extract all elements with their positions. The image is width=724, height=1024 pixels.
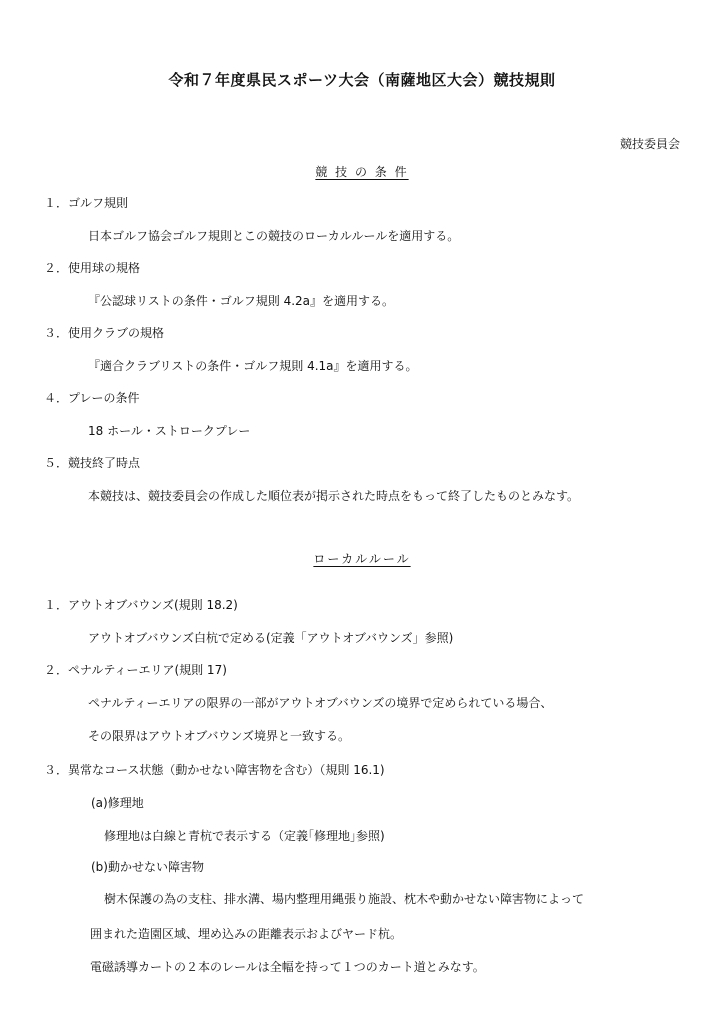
section-heading-local-rules: ローカルルール [313,552,411,566]
condition-heading-2: ２．使用球の規格 [44,261,141,275]
sub-a-body: 修理地は白線と青杭で表示する（定義｢修理地｣参照) [104,829,385,843]
issuer: 競技委員会 [619,137,680,151]
condition-body-5: 本競技は、競技委員会の作成した順位表が掲示された時点をもって終了したものとみなす。 [88,489,580,503]
local-rule-body-2-line-1: ペナルティーエリアの限界の一部がアウトオブバウンズの境界で定められている場合、 [88,696,553,710]
condition-body-4: 18 ホール・ストロークプレー [88,424,251,438]
sub-a-label: (a)修理地 [91,796,144,810]
local-rule-heading-1: １．アウトオブバウンズ(規則 18.2) [44,598,238,612]
condition-heading-4: ４．プレーの条件 [44,391,140,405]
sub-b-body-line-3: 電磁誘導カートの２本のレールは全幅を持って１つのカート道とみなす。 [90,960,485,974]
sub-b-label: (b)動かせない障害物 [91,860,204,874]
condition-heading-1: １．ゴルフ規則 [44,196,129,210]
local-rule-body-2-line-2: その限界はアウトオブバウンズ境界と一致する。 [88,729,350,743]
condition-heading-3: ３．使用クラブの規格 [44,326,165,340]
document-title: 令和７年度県民スポーツ大会（南薩地区大会）競技規則 [168,71,556,89]
sub-b-body-line-1: 樹木保護の為の支柱、排水溝、場内整理用縄張り施設、枕木や動かせない障害物によって [104,892,585,906]
condition-body-3: 『適合クラブリストの条件・ゴルフ規則 4.1a』を適用する。 [88,359,418,373]
local-rule-heading-3: ３．異常なコース状態（動かせない障害物を含む）（規則 16.1) [44,763,385,777]
condition-body-1: 日本ゴルフ協会ゴルフ規則とこの競技のローカルルールを適用する。 [88,229,460,243]
local-rule-body-1: アウトオブバウンズ白杭で定める(定義「アウトオブバウンズ」参照) [88,631,454,645]
section-heading-conditions: 競 技 の 条 件 [315,165,409,179]
condition-heading-5: ５．競技終了時点 [44,456,141,470]
local-rule-heading-2: ２．ペナルティーエリア(規則 17) [44,663,227,677]
condition-body-2: 『公認球リストの条件・ゴルフ規則 4.2a』を適用する。 [88,294,395,308]
sub-b-body-line-2: 囲まれた造園区域、埋め込みの距離表示およびヤード杭。 [90,927,403,941]
